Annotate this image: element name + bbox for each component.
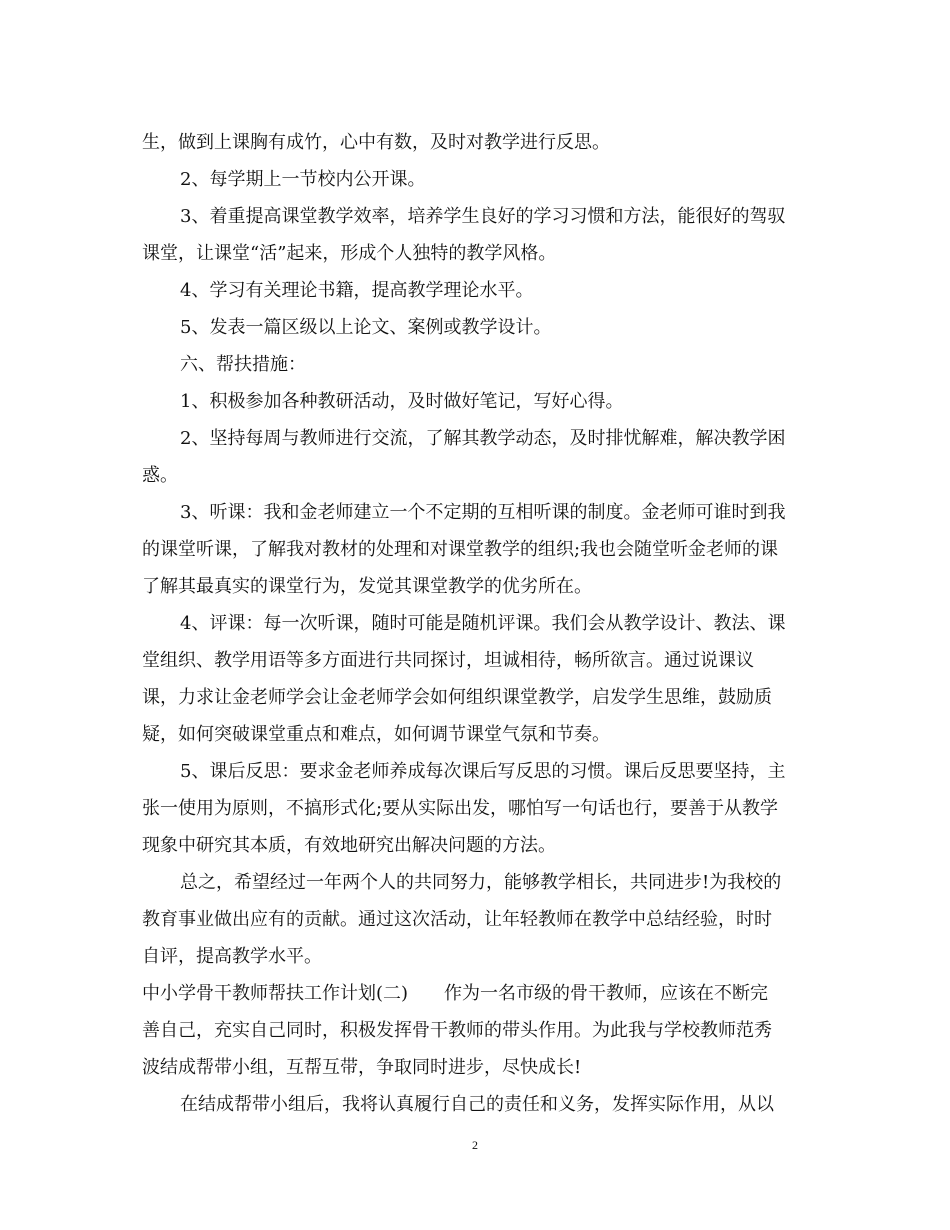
text-line: 堂组织、教学用语等多方面进行共同探讨，坦诚相待，畅所欲言。通过说课议: [142, 650, 754, 671]
text-line: 5、发表一篇区级以上论文、案例或教学设计。: [180, 317, 552, 338]
text-line: 教育事业做出应有的贡献。通过这次活动，让年轻教师在教学中总结经验，时时: [142, 909, 772, 930]
text-line: 波结成帮带小组，互帮互带，争取同时进步，尽快成长!: [142, 1057, 582, 1078]
text-line: 4、学习有关理论书籍，提高教学理论水平。: [180, 280, 534, 301]
text-line: 3、听课：我和金老师建立一个不定期的互相听课的制度。金老师可谁时到我: [180, 502, 786, 523]
text-line: 自评，提高教学水平。: [142, 946, 322, 967]
text-line: 2、每学期上一节校内公开课。: [180, 169, 426, 190]
text-line: 六、帮扶措施：: [180, 354, 306, 375]
text-line: 1、积极参加各种教研活动，及时做好笔记，写好心得。: [180, 391, 624, 412]
text-line: 2、坚持每周与教师进行交流，了解其教学动态，及时排忧解难，解决教学困: [180, 428, 786, 449]
text-line: 了解其最真实的课堂行为，发觉其课堂教学的优劣所在。: [142, 576, 592, 597]
text-line: 现象中研究其本质，有效地研究出解决问题的方法。: [142, 835, 556, 856]
page-number: 2: [472, 1138, 478, 1152]
text-line: 的课堂听课，了解我对教材的处理和对课堂教学的组织;我也会随堂听金老师的课: [142, 539, 779, 560]
text-line: 课，力求让金老师学会让金老师学会如何组织课堂教学，启发学生思维，鼓励质: [142, 687, 772, 708]
text-line: 4、评课：每一次听课，随时可能是随机评课。我们会从教学设计、教法、课: [180, 613, 786, 634]
text-line: 总之，希望经过一年两个人的共同努力，能够教学相长，共同进步!为我校的: [180, 872, 782, 893]
text-line: 在结成帮带小组后，我将认真履行自己的责任和义务，发挥实际作用，从以: [180, 1094, 774, 1115]
text-line: 中小学骨干教师帮扶工作计划(二) 作为一名市级的骨干教师，应该在不断完: [142, 983, 769, 1004]
text-line: 张一使用为原则，不搞形式化;要从实际出发，哪怕写一句话也行，要善于从教学: [142, 798, 779, 819]
text-line: 善自己，充实自己同时，积极发挥骨干教师的带头作用。为此我与学校教师范秀: [142, 1020, 772, 1041]
text-line: 惑。: [142, 465, 178, 486]
text-line: 生，做到上课胸有成竹，心中有数，及时对教学进行反思。: [142, 132, 610, 153]
text-line: 课堂，让课堂“活”起来，形成个人独特的教学风格。: [142, 243, 557, 264]
text-line: 3、着重提高课堂教学效率，培养学生良好的学习习惯和方法，能很好的驾驭: [180, 206, 786, 227]
document-body: [142, 124, 812, 1123]
text-line: 5、课后反思：要求金老师养成每次课后写反思的习惯。课后反思要坚持，主: [180, 761, 786, 782]
text-line: 疑，如何突破课堂重点和难点，如何调节课堂气氛和节奏。: [142, 724, 610, 745]
